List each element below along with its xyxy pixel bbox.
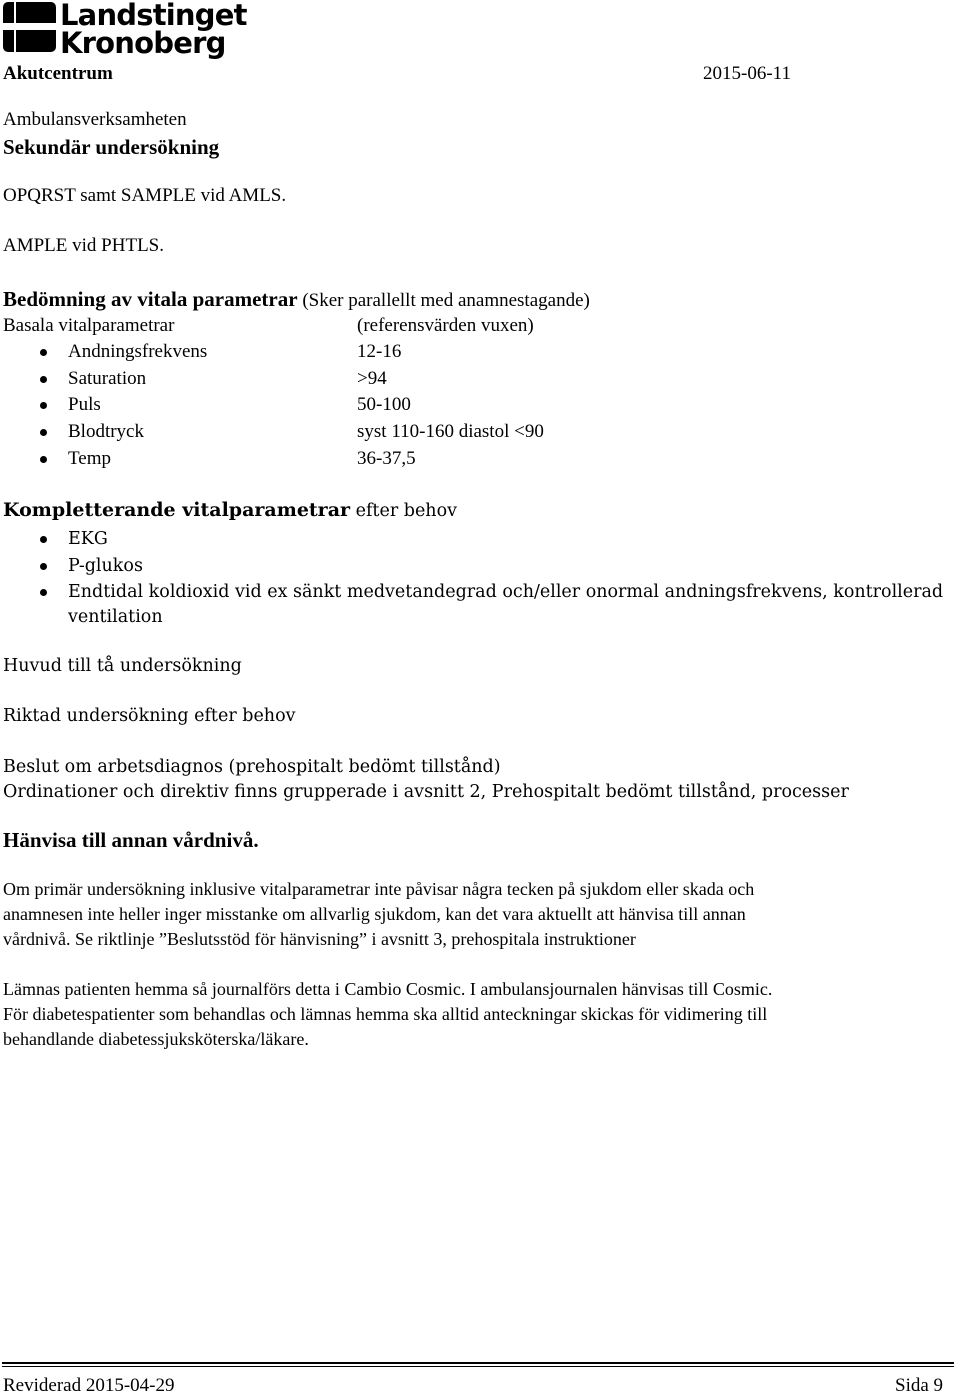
vital-name: Temp: [68, 448, 111, 469]
referral-paragraph-1-line-3: vårdnivå. Se riktlinje ”Beslutsstöd för hänvisning” i avsnitt 3, prehospitala instruktioner: [3, 929, 636, 949]
referral-heading: Hänvisa till annan vårdnivå.: [3, 828, 259, 852]
referral-paragraph-2-line-2: För diabetespatienter som behandlas och lämnas hemma ska alltid anteckningar skickas för vidimering till: [3, 1004, 768, 1024]
intro-line-1: OPQRST samt SAMPLE vid AMLS.: [3, 185, 287, 206]
bullet-icon: [40, 402, 47, 409]
vital-value: 36-37,5: [357, 448, 416, 469]
list-item-text: Endtidal koldioxid vid ex sänkt medvetandegrad och/eller onormal andningsfrekvens, kontrollerad: [68, 582, 944, 602]
vitals-column-right: (referensvärden vuxen): [357, 315, 534, 336]
bullet-icon: [40, 536, 47, 543]
vital-name: Blodtryck: [68, 421, 144, 442]
supplementary-heading: [3, 499, 457, 522]
document-date: 2015-06-11: [703, 63, 791, 84]
unit-name: Ambulansverksamheten: [3, 109, 187, 130]
vitals-column-left: Basala vitalparametrar: [3, 315, 175, 336]
vitals-heading-bold: Bedömning av vitala parametrar: [3, 287, 298, 311]
list-item-text: EKG: [68, 529, 108, 549]
bullet-icon: [40, 429, 47, 436]
vital-name: Puls: [68, 394, 101, 415]
referral-paragraph-1-line-2: anamnesen inte heller inger misstanke om allvarlig sjukdom, kan det vara aktuellt att hänvisa till annan: [3, 904, 746, 924]
logo-wordmark-line2: Kronoberg: [60, 26, 226, 60]
vitals-heading: [3, 288, 590, 312]
page-number: Sida 9: [895, 1375, 944, 1396]
referral-paragraph-1-line-1: Om primär undersökning inklusive vitalparametrar inte påvisar några tecken på sjukdom eller skada och: [3, 879, 755, 899]
referral-paragraph-2-line-3: behandlande diabetessjuksköterska/läkare.: [3, 1029, 309, 1049]
targeted-exam: Riktad undersökning efter behov: [3, 706, 296, 726]
vital-value: syst 110-160 diastol <90: [357, 421, 544, 442]
head-to-toe-exam: Huvud till tå undersökning: [3, 656, 242, 676]
vital-value: 50-100: [357, 394, 411, 415]
vital-name: Andningsfrekvens: [68, 341, 208, 362]
vital-name: Saturation: [68, 368, 147, 389]
list-item-text-continued: ventilation: [68, 607, 163, 627]
bullet-icon: [40, 563, 47, 570]
orders-note: Ordinationer och direktiv finns grupperade i avsnitt 2, Prehospitalt bedömt tillstånd, processer: [3, 782, 849, 802]
vital-value: >94: [357, 368, 387, 389]
working-diagnosis: Beslut om arbetsdiagnos (prehospitalt bedömt tillstånd): [3, 757, 501, 777]
vitals-heading-note: (Sker parallellt med anamnestagande): [302, 290, 590, 311]
bullet-icon: [40, 376, 47, 383]
vital-value: 12-16: [357, 341, 402, 362]
footer-divider: [2, 1362, 954, 1364]
bullet-icon: [40, 589, 47, 596]
bullet-icon: [40, 349, 47, 356]
department: Akutcentrum: [3, 63, 113, 84]
supplementary-heading-note: efter behov: [355, 501, 457, 521]
revision-date: Reviderad 2015-04-29: [3, 1375, 175, 1396]
footer-divider-thin: [2, 1366, 954, 1367]
referral-paragraph-2-line-1: Lämnas patienten hemma så journalförs detta i Cambio Cosmic. I ambulansjournalen hänvisas till Cosmic.: [3, 979, 773, 999]
bullet-icon: [40, 456, 47, 463]
page-title: Sekundär undersökning: [3, 135, 220, 159]
logo-wordmark-line1: Landstinget: [60, 0, 247, 32]
list-item-text: P-glukos: [68, 556, 143, 576]
intro-line-2: AMPLE vid PHTLS.: [3, 235, 164, 256]
supplementary-heading-bold: Kompletterande vitalparametrar: [3, 499, 351, 521]
